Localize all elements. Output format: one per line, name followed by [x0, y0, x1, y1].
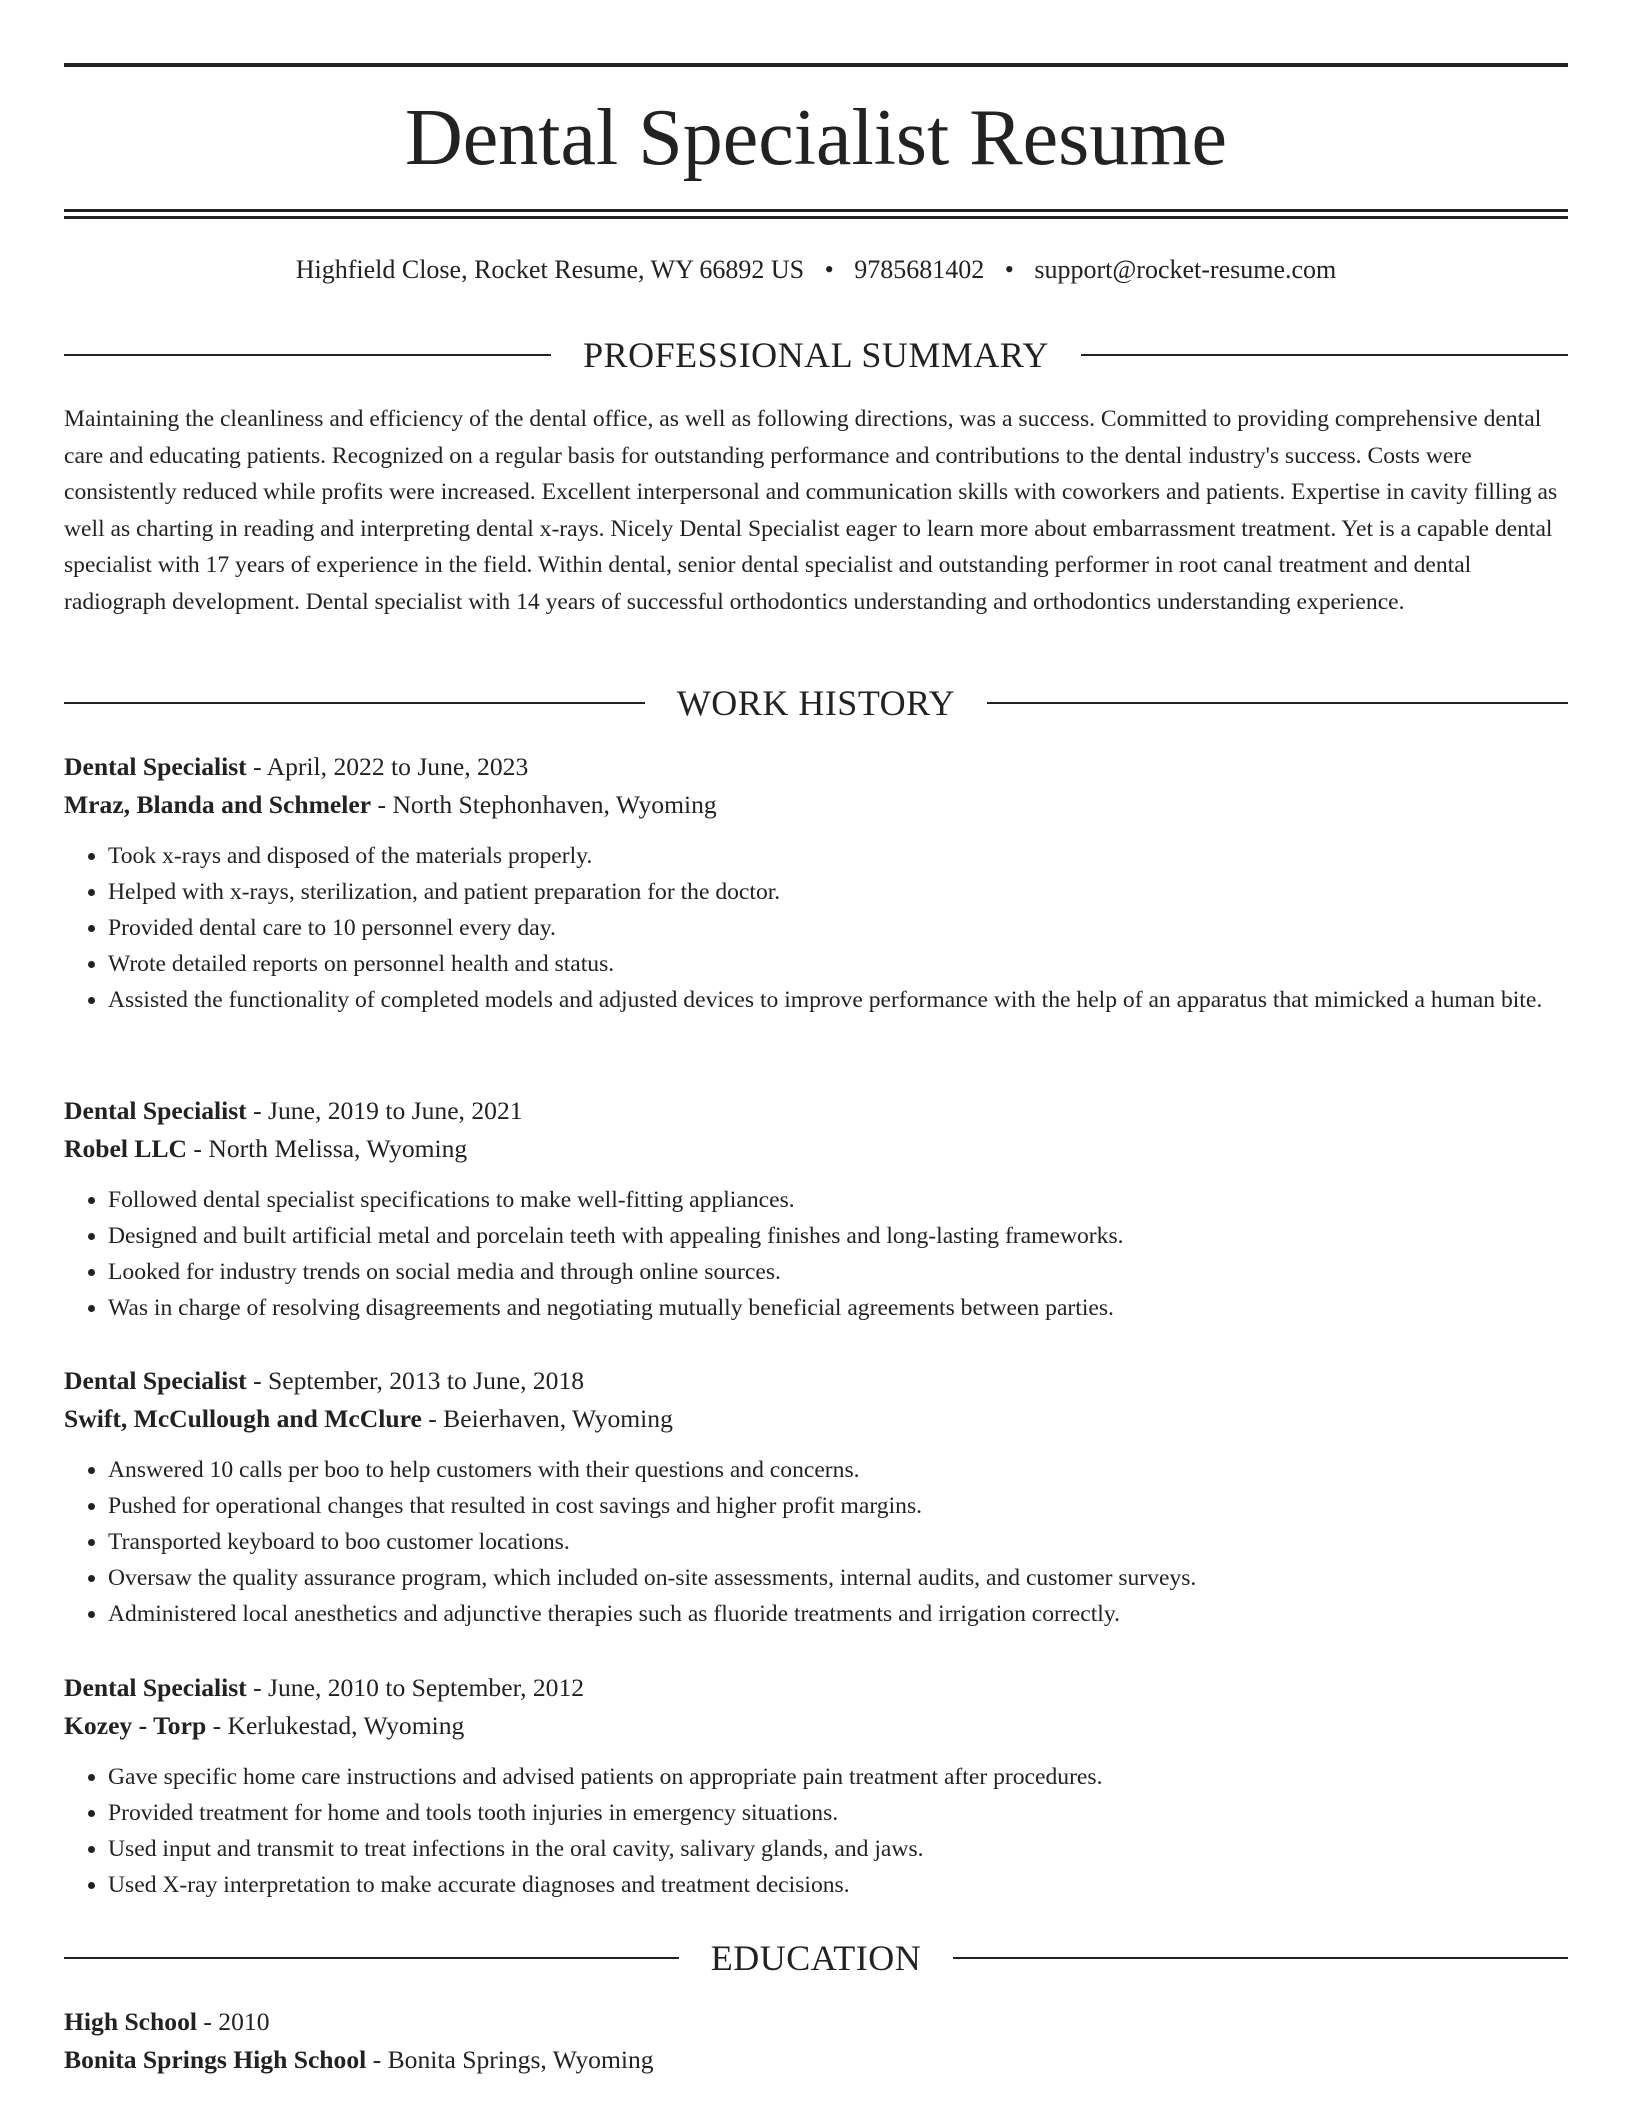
job-title-line [64, 1362, 1568, 1400]
job-location: - North Stephonhaven, Wyoming [371, 790, 717, 819]
job-entry [64, 748, 1568, 1018]
list-item: • Assisted the functionality of completed models and adjusted devices to improve performance with the help of an apparatus that mimicked a human bite. [108, 982, 1568, 1018]
list-item: • Administered local anesthetics and adjunctive therapies such as fluoride treatments and irrigation correctly. [108, 1596, 1568, 1632]
job-company-line [64, 1707, 1568, 1745]
job-location: - Beierhaven, Wyoming [421, 1404, 673, 1433]
job-title: Dental Specialist [64, 752, 247, 781]
section-rule [64, 1957, 679, 1959]
job-location: - Kerlukestad, Wyoming [206, 1711, 465, 1740]
education-school-line [64, 2041, 1568, 2079]
job-dates: - April, 2022 to June, 2023 [246, 752, 529, 781]
education-degree: High School [64, 2007, 197, 2036]
section-rule [953, 1957, 1568, 1959]
job-company: Kozey - Torp [64, 1711, 207, 1740]
list-item: • Followed dental specialist specifications to make well-fitting appliances. [108, 1182, 1568, 1218]
section-rule [1081, 354, 1568, 356]
section-title-work: WORK HISTORY [676, 683, 956, 723]
page-title: Dental Specialist Resume [404, 94, 1228, 182]
job-entry [64, 1669, 1568, 1903]
job-entry [64, 1362, 1568, 1632]
section-title-summary: PROFESSIONAL SUMMARY [583, 335, 1049, 375]
section-rule [64, 702, 645, 704]
job-bullets [64, 1452, 1568, 1632]
list-item: • Took x-rays and disposed of the materials properly. [108, 838, 1568, 874]
job-title: Dental Specialist [64, 1673, 247, 1702]
contact-address: Highfield Close, Rocket Resume, WY 66892 US [295, 255, 805, 284]
list-item: • Used X-ray interpretation to make accurate diagnoses and treatment decisions. [108, 1867, 1568, 1903]
job-company: Swift, McCullough and McClure [64, 1404, 422, 1433]
job-location: - North Melissa, Wyoming [187, 1134, 468, 1163]
job-company: Robel LLC [64, 1134, 188, 1163]
list-item: • Helped with x-rays, sterilization, and patient preparation for the doctor. [108, 874, 1568, 910]
list-item: • Looked for industry trends on social media and through online sources. [108, 1254, 1568, 1290]
job-title-line [64, 1092, 1568, 1130]
contact-separator: • [824, 255, 834, 284]
list-item: • Gave specific home care instructions and advised patients on appropriate pain treatment after procedures. [108, 1759, 1568, 1795]
list-item: • Provided dental care to 10 personnel every day. [108, 910, 1568, 946]
job-title: Dental Specialist [64, 1096, 247, 1125]
job-dates: - June, 2019 to June, 2021 [246, 1096, 523, 1125]
list-item: • Provided treatment for home and tools tooth injuries in emergency situations. [108, 1795, 1568, 1831]
professional-summary-text: Maintaining the cleanliness and efficiency of the dental office, as well as following directions, was a success. Committed to providing comprehensive dental care and educating patients. Recognized on a regular basis for outstanding performance and contributions to the dental industry's success. Costs were consistently reduced while profits were increased. Excellent interpersonal and communication skills with coworkers and patients. Expertise in cavity filling as well as charting in reading and interpreting dental x-rays. Nicely Dental Specialist eager to learn more about embarrassment treatment. Yet is a capable dental specialist with 17 years of experience in the field. Within dental, senior dental specialist and outstanding performer in root canal treatment and dental radiograph development. Dental specialist with 14 years of successful orthodontics understanding and orthodontics understanding experience. [64, 406, 1558, 615]
job-bullets [64, 1759, 1568, 1903]
list-item: • Designed and built artificial metal and porcelain teeth with appealing finishes and long-lasting frameworks. [108, 1218, 1568, 1254]
title-top-rule [64, 63, 1568, 67]
title-bottom-rule-2 [64, 216, 1568, 219]
contact-separator: • [1004, 255, 1014, 284]
list-item: • Was in charge of resolving disagreements and negotiating mutually beneficial agreements between parties. [108, 1290, 1568, 1326]
contact-line [64, 254, 1568, 286]
list-item: • Answered 10 calls per boo to help customers with their questions and concerns. [108, 1452, 1568, 1488]
job-title: Dental Specialist [64, 1366, 247, 1395]
job-title-line [64, 1669, 1568, 1707]
education-school: Bonita Springs High School [64, 2045, 367, 2074]
list-item: • Pushed for operational changes that resulted in cost savings and higher profit margins. [108, 1488, 1568, 1524]
job-entry [64, 1092, 1568, 1326]
job-company-line [64, 1130, 1568, 1168]
job-company: Mraz, Blanda and Schmeler [64, 790, 372, 819]
section-header-summary [64, 335, 1568, 375]
section-title-education: EDUCATION [710, 1938, 922, 1978]
job-dates: - September, 2013 to June, 2018 [246, 1366, 585, 1395]
section-header-education [64, 1938, 1568, 1978]
education-entry [64, 2003, 1568, 2079]
job-dates: - June, 2010 to September, 2012 [246, 1673, 585, 1702]
job-company-line [64, 1400, 1568, 1438]
education-year: - 2010 [196, 2007, 270, 2036]
job-company-line [64, 786, 1568, 824]
education-location: - Bonita Springs, Wyoming [366, 2045, 654, 2074]
list-item: • Oversaw the quality assurance program, which included on-site assessments, internal audits, and customer surveys. [108, 1560, 1568, 1596]
list-item: • Used input and transmit to treat infections in the oral cavity, salivary glands, and jaws. [108, 1831, 1568, 1867]
contact-email: support@rocket-resume.com [1034, 255, 1337, 284]
section-rule [64, 354, 551, 356]
list-item: • Wrote detailed reports on personnel health and status. [108, 946, 1568, 982]
title-bottom-rule [64, 209, 1568, 212]
section-rule [987, 702, 1568, 704]
job-bullets [64, 838, 1568, 1018]
job-title-line [64, 748, 1568, 786]
section-header-work [64, 683, 1568, 723]
contact-phone: 9785681402 [854, 255, 985, 284]
education-degree-line [64, 2003, 1568, 2041]
list-item: • Transported keyboard to boo customer locations. [108, 1524, 1568, 1560]
job-bullets [64, 1182, 1568, 1326]
